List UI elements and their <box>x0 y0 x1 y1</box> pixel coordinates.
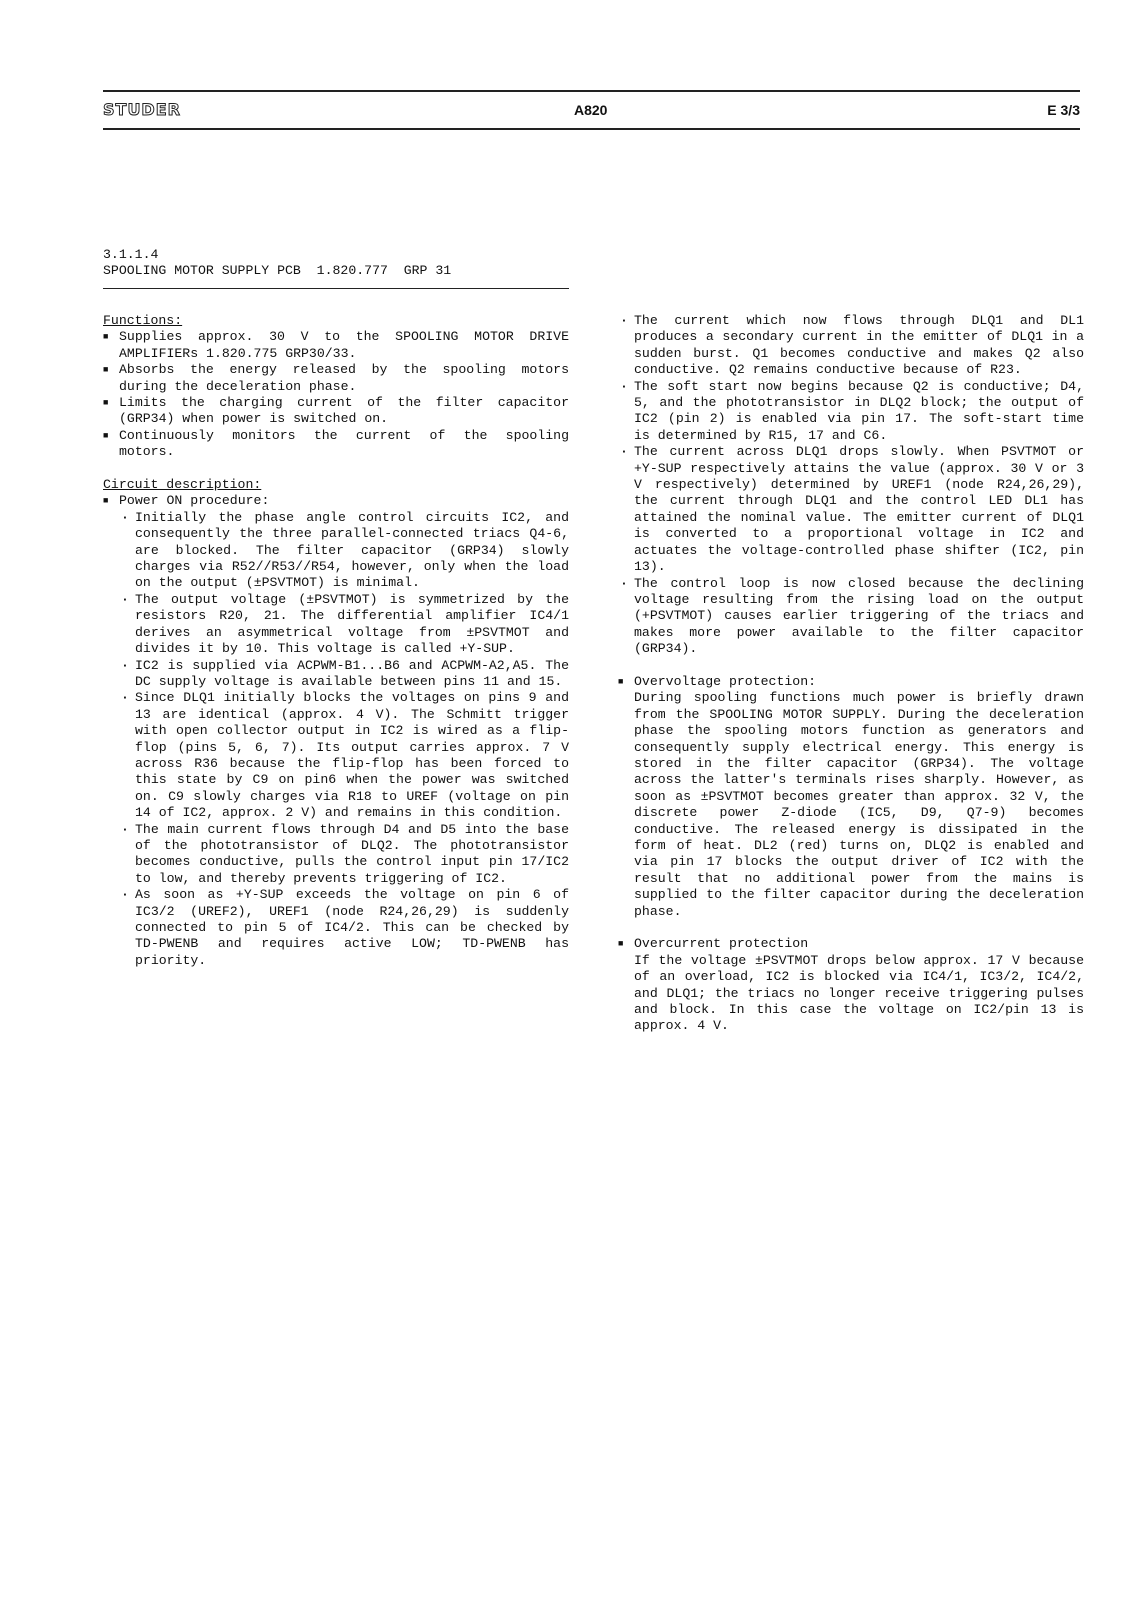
section-number: 3.1.1.4 <box>103 247 159 262</box>
circuit-heading: Circuit description: <box>103 477 262 493</box>
overvoltage-text: During spooling functions much power is briefly drawn from the SPOOLING MOTOR SUPPLY. During the deceleration phase the spooling motors function as generators and consequently supply electrical energy. This energy is stored in the filter capacitor (GRP34). The voltage across the latter's terminals rises sharply. However, as soon as ±PSVTMOT becomes greater than approx. 32 V, the discrete power Z-diode (IC5, D9, Q7-9) becomes conductive. The released energy is dissipated in the form of heat. DL2 (red) turns on, DLQ2 is enabled and via pin 17 blocks the output driver of IC2 with the result that no additional power from the mains is supplied to the filter capacitor during the deceleration phase. <box>634 690 1084 919</box>
power-on-step: · As soon as +Y-SUP exceeds the voltage on pin 6 of IC3/2 (UREF2), UREF1 (node R24,26,29) is suddenly connected to pin 5 of IC4/2. This can be checked by TD-PWENB and requires active LOW; TD-PWENB has priority. <box>103 887 569 969</box>
overcurrent-text: If the voltage ±PSVTMOT drops below approx. 17 V because of an overload, IC2 is blocked via IC4/1, IC3/2, IC4/2, and DLQ1; the triacs no longer receive triggering pulses and block. In this case the voltage on IC2/pin 13 is approx. 4 V. <box>634 952 1084 1034</box>
right-column <box>618 313 1084 1035</box>
power-on-step-continued: · The current across DLQ1 drops slowly. When PSVTMOT or +Y-SUP respectively attains the value (approx. 30 V or 3 V respectively) determined by UREF1 (node R24,26,29), the current through DLQ1 and the control LED DL1 has attained the nominal value. The emitter current of DLQ1 is converted to a proportional voltage in IC2 and actuates the voltage-controlled phase shifter (IC2, pin 13). <box>618 444 1084 575</box>
power-on-step-continued: · The soft start now begins because Q2 is conductive; D4, 5, and the phototransistor in DLQ2 block; the output of IC2 (pin 2) is enabled via pin 17. The soft-start time is determined by R15, 17 and C6. <box>618 379 1084 445</box>
section-title: SPOOLING MOTOR SUPPLY PCB 1.820.777 GRP 31 <box>103 263 452 278</box>
model-number: A820 <box>574 102 608 118</box>
function-item: ■ Continuously monitors the current of the spooling motors. <box>103 428 569 461</box>
functions-heading: Functions: <box>103 313 183 328</box>
function-item: ■ Supplies approx. 30 V to the SPOOLING MOTOR DRIVE AMPLIFIERs 1.820.775 GRP30/33. <box>103 329 569 362</box>
header-bottom-rule <box>103 128 1080 130</box>
power-on-label: ■ Power ON procedure: <box>103 493 569 509</box>
power-on-step: · The main current flows through D4 and D5 into the base of the phototransistor of DLQ2. The phototransistor becomes conductive, pulls the control input pin 17/IC2 to low, and thereby prevents triggering of IC2. <box>103 822 569 888</box>
section-rule <box>103 288 569 289</box>
overcurrent-label: ■ Overcurrent protection <box>618 936 1084 952</box>
function-item: ■ Limits the charging current of the filter capacitor (GRP34) when power is switched on. <box>103 395 569 428</box>
power-on-step-continued: · The current which now flows through DLQ1 and DL1 produces a secondary current in the emitter of DLQ1 in a sudden burst. Q1 becomes conductive and makes Q2 also conductive. Q2 remains conductive because of R23. <box>618 313 1084 379</box>
power-on-step: · Initially the phase angle control circuits IC2, and consequently the three parallel-connected triacs Q4-6, are blocked. The filter capacitor (GRP34) slowly charges via R52//R53//R54, however, only when the load on the output (±PSVTMOT) is minimal. <box>103 510 569 592</box>
power-on-step: · IC2 is supplied via ACPWM-B1...B6 and ACPWM-A2,A5. The DC supply voltage is available between pins 11 and 15. <box>103 658 569 691</box>
power-on-step: · Since DLQ1 initially blocks the voltages on pins 9 and 13 are identical (approx. 4 V). The Schmitt trigger with open collector output in IC2 is wired as a flip-flop (pins 5, 6, 7). Its output carries approx. 7 V across R36 because the flip-flop has been forced to this state by C9 on pin6 when the power was switched on. C9 slowly charges via R18 to UREF (voltage on pin 14 of IC2, approx. 2 V) and remains in this condition. <box>103 690 569 821</box>
page-number: E 3/3 <box>1047 102 1080 118</box>
function-item: ■ Absorbs the energy released by the spooling motors during the deceleration phase. <box>103 362 569 395</box>
header-top-rule <box>103 90 1080 92</box>
studer-logo: STUDER <box>103 100 181 119</box>
overvoltage-label: ■ Overvoltage protection: <box>618 674 1084 690</box>
left-column <box>103 313 569 969</box>
power-on-step: · The output voltage (±PSVTMOT) is symmetrized by the resistors R20, 21. The differential amplifier IC4/1 derives an asymmetrical voltage from ±PSVTMOT and divides it by 10. This voltage is called +Y-SUP. <box>103 592 569 658</box>
power-on-step-continued: · The control loop is now closed because the declining voltage resulting from the rising load on the output (+PSVTMOT) causes earlier triggering of the triacs and makes more power available to the filter capacitor (GRP34). <box>618 576 1084 658</box>
